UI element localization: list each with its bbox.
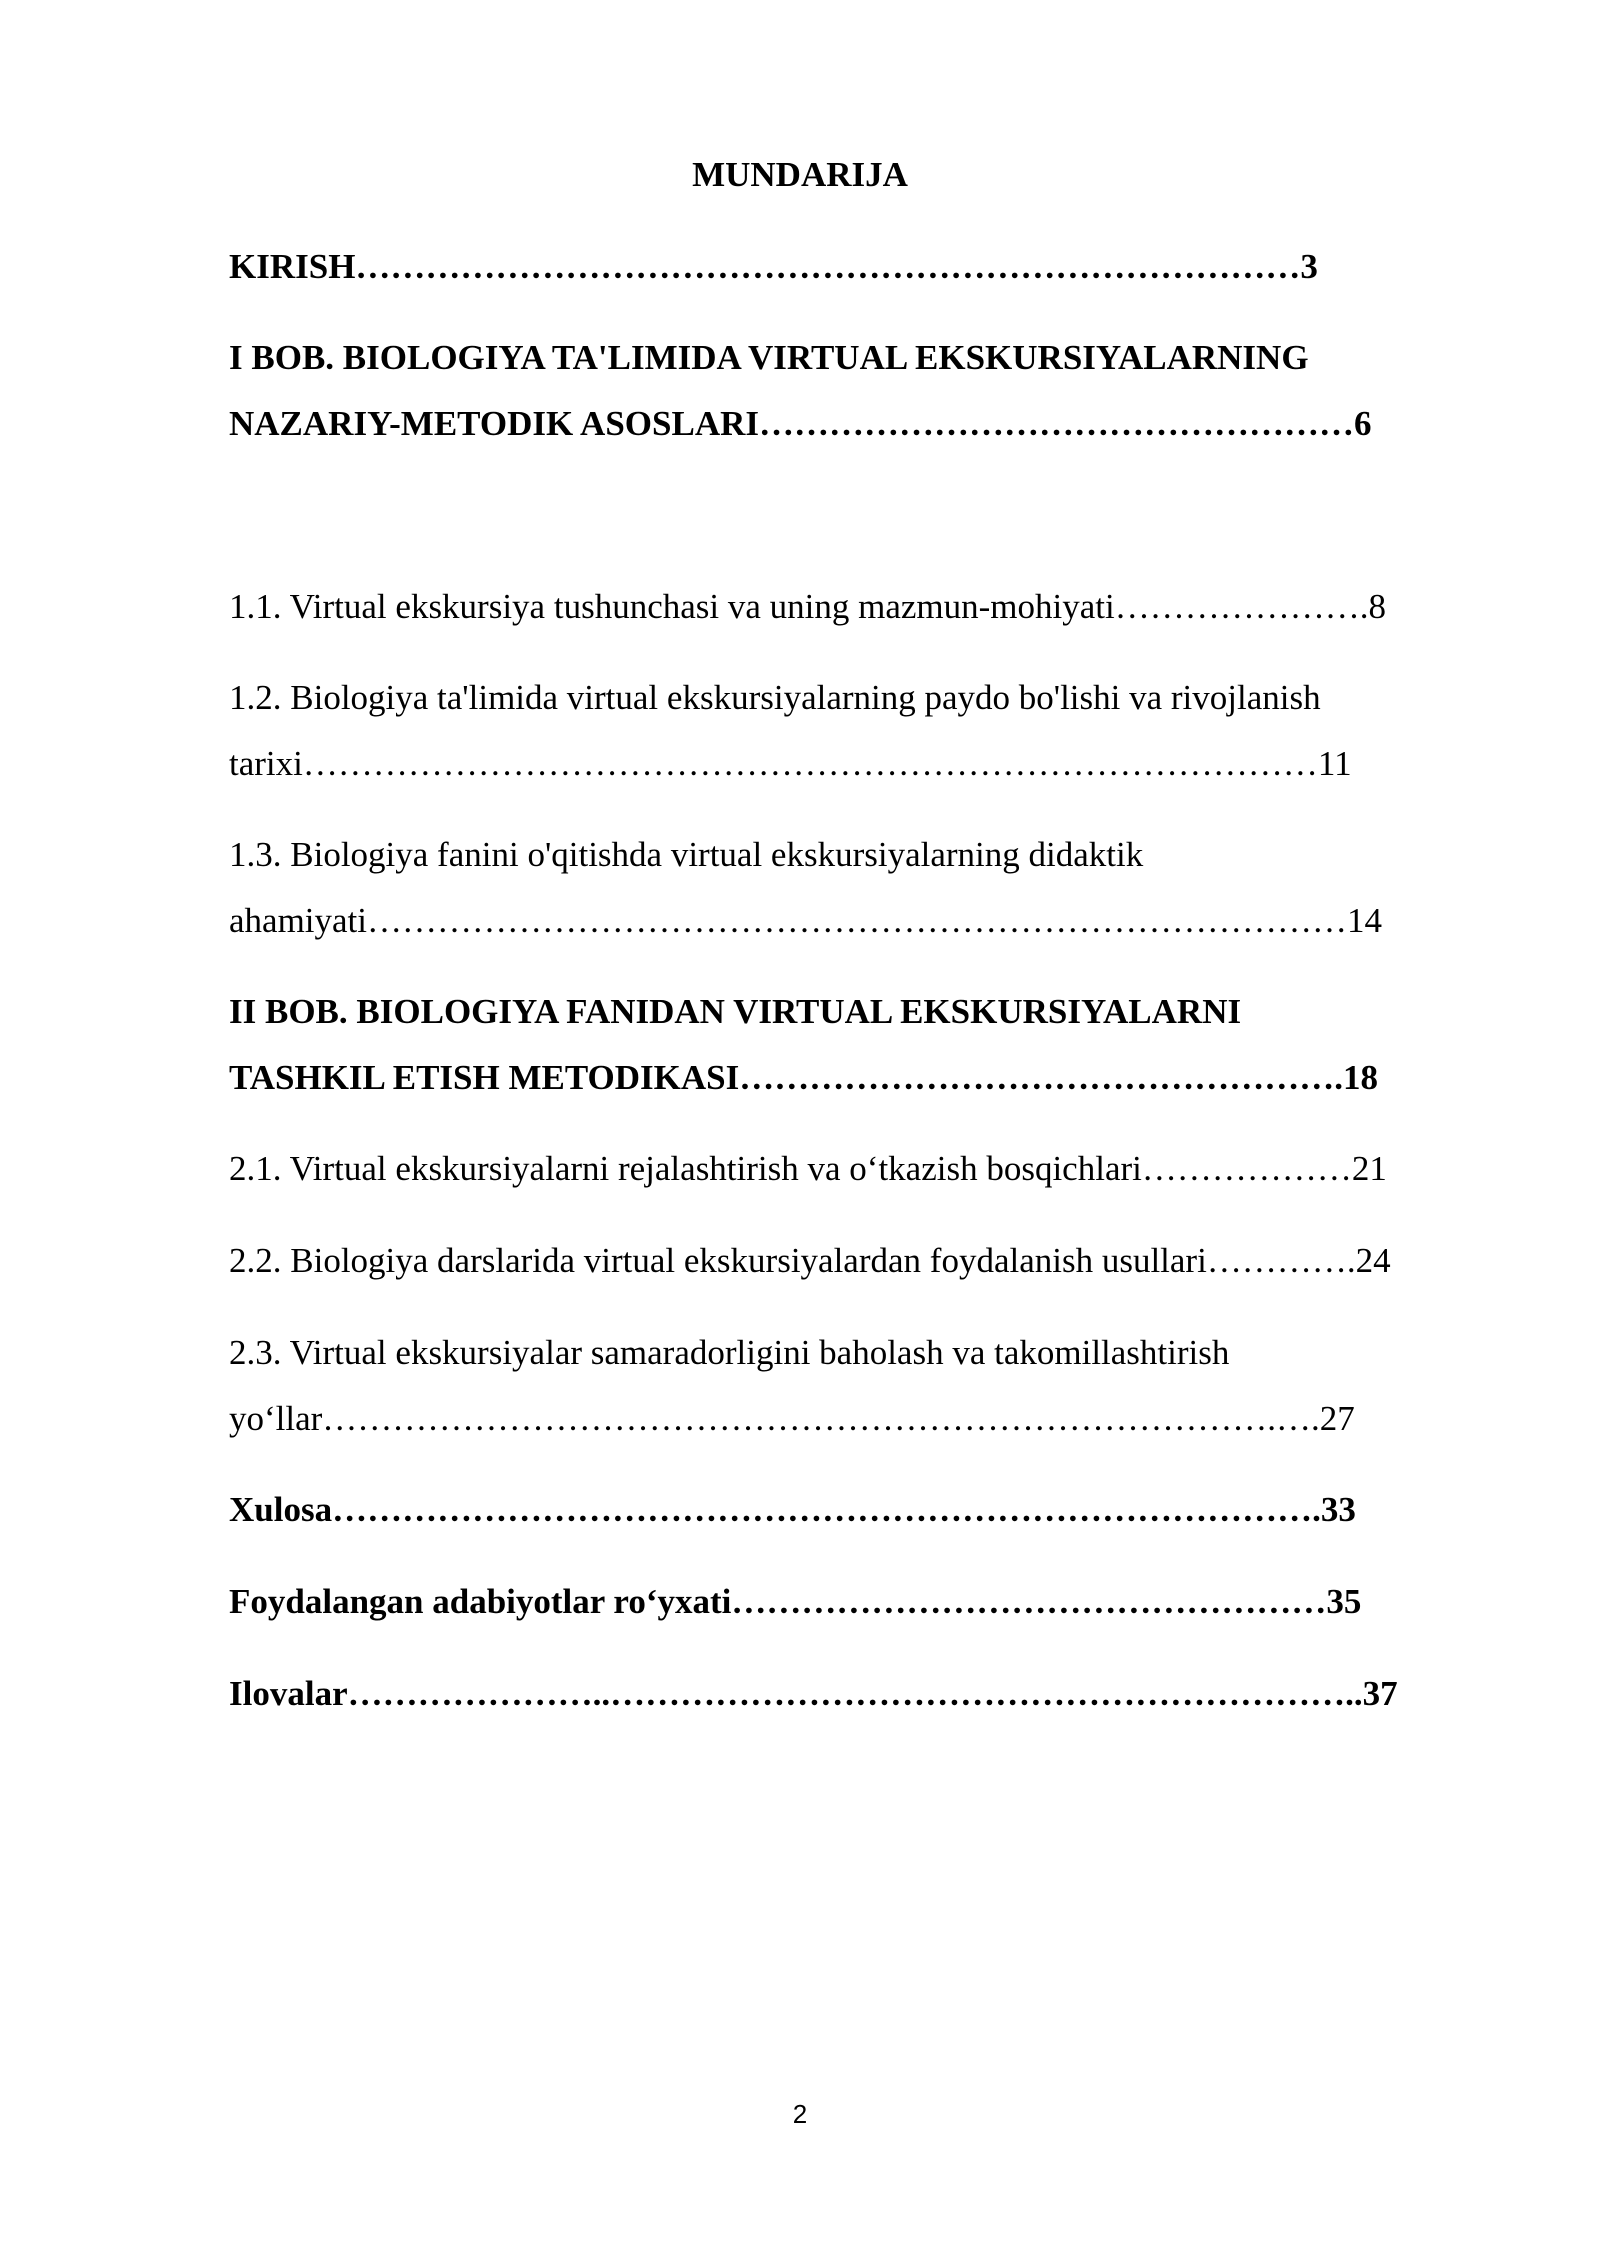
toc-entry-1-2-line-2: tarixi……………………………………………………………………………11: [229, 744, 1352, 783]
page-title: MUNDARIJA: [692, 155, 908, 194]
toc-entry-2-3-line-1: 2.3. Virtual ekskursiyalar samaradorligini baholash va takomillashtirish: [229, 1333, 1230, 1372]
page-number: 2: [792, 2099, 808, 2129]
toc-entry-1-3-line-2: ahamiyati…………………………………………………………………………14: [229, 901, 1383, 940]
toc-entry-chapter-1-line-1: I BOB. BIOLOGIYA TA'LIMIDA VIRTUAL EKSKURSIYALARNING: [229, 338, 1309, 377]
toc-entry-2-2: 2.2. Biologiya darslarida virtual ekskursiyalardan foydalanish usullari………….24: [229, 1241, 1391, 1280]
toc-entry-1-2-line-1: 1.2. Biologiya ta'limida virtual ekskursiyalarning paydo bo'lishi va rivojlanish: [229, 678, 1321, 717]
toc-entry-1-1: 1.1. Virtual ekskursiya tushunchasi va uning mazmun-mohiyati………………….8: [229, 587, 1386, 626]
toc-entry-adabiyotlar: Foydalangan adabiyotlar ro‘yxati……………………………………………35: [229, 1582, 1362, 1621]
toc-entry-ilovalar: Ilovalar…………………..………………………………………………………..37: [229, 1674, 1398, 1713]
toc-entry-2-1: 2.1. Virtual ekskursiyalarni rejalashtirish va o‘tkazish bosqichlari………………21: [229, 1149, 1387, 1188]
toc-entry-chapter-2-line-1: II BOB. BIOLOGIYA FANIDAN VIRTUAL EKSKURSIYALARNI: [229, 992, 1242, 1031]
toc-entry-1-3-line-1: 1.3. Biologiya fanini o'qitishda virtual ekskursiyalarning didaktik: [229, 835, 1144, 874]
toc-entry-xulosa: Xulosa………………………………………………………………………….33: [229, 1490, 1356, 1529]
toc-entry-chapter-1-line-2: NAZARIY-METODIK ASOSLARI……………………………………………6: [229, 404, 1372, 443]
toc-entry-chapter-2-line-2: TASHKIL ETISH METODIKASI…………………………………………….18: [229, 1058, 1379, 1097]
toc-entry-2-3-line-2: yo‘llar……………………………………………………………………….….27: [229, 1399, 1355, 1438]
toc-entry-kirish: KIRISH………………………………………………………………………3: [229, 247, 1318, 286]
